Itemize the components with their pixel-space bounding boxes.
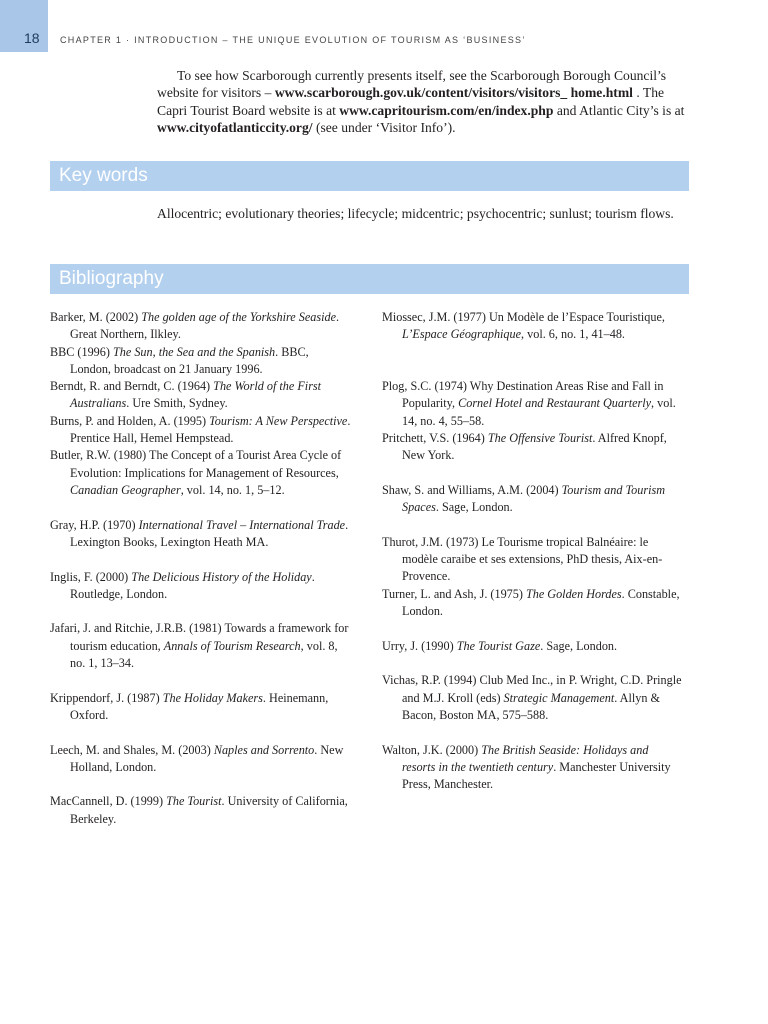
- italic-title: Cornel Hotel and Restaurant Quarterly: [458, 396, 652, 411]
- bibliography-entry: [50, 742, 352, 777]
- italic-title: The Offensive Tourist: [487, 431, 593, 446]
- bibliography-entry: [50, 447, 352, 499]
- bibliography-entry: [382, 534, 684, 586]
- text-run: . Constable, London.: [402, 586, 680, 619]
- italic-title: Strategic Management: [503, 690, 615, 705]
- text-run: . Sage, London.: [435, 500, 513, 515]
- text-run: Gray, H.P. (1970): [50, 517, 139, 532]
- text-run: Plog, S.C. (1974) Why Destination Areas Rise and Fall in Popularity,: [382, 379, 664, 411]
- bibliography-entry: [382, 378, 684, 430]
- italic-title: The Delicious History of the Holiday: [131, 569, 312, 584]
- bibliography-entry: [382, 586, 684, 621]
- text-run: Pritchett, V.S. (1964): [382, 431, 488, 446]
- text-run: , vol. 8, no. 1, 13–34.: [70, 638, 338, 670]
- italic-title: The Golden Hordes: [525, 586, 622, 601]
- bibliography-entry: [50, 378, 352, 413]
- italic-title: The golden age of the Yorkshire Seaside: [141, 310, 336, 324]
- text-run: . The Capri Tourist Board website is at: [157, 85, 665, 118]
- text-run: and Atlantic City’s is at: [553, 102, 685, 118]
- italic-title: International Travel – International Trade: [138, 517, 346, 532]
- text-run: . Alfred Knopf, New York.: [402, 431, 667, 463]
- text-run: , vol. 14, no. 4, 55–58.: [402, 396, 676, 428]
- text-run: (see under ‘Visitor Info’).: [312, 119, 456, 135]
- bibliography-entry: [50, 517, 352, 552]
- text-run: . Heinemann, Oxford.: [70, 690, 329, 722]
- italic-title: The Holiday Makers: [162, 690, 263, 705]
- text-run: Barker, M. (2002): [50, 310, 142, 324]
- italic-title: Tourism: A New Perspective: [209, 413, 348, 428]
- text-run: . Allyn & Bacon, Boston MA, 575–588.: [402, 690, 660, 722]
- text-run: . Ure Smith, Sydney.: [126, 396, 228, 411]
- text-run: , vol. 6, no. 1, 41–48.: [521, 327, 625, 342]
- text-run: . Great Northern, Ilkley.: [70, 310, 340, 342]
- text-run: To see how Scarborough currently presents itself, see the Scarborough Borough Council’s website for visitors –: [157, 68, 667, 101]
- text-run: , vol. 14, no. 1, 5–12.: [180, 482, 285, 497]
- bibliography-entry: [382, 672, 684, 724]
- bibliography-heading: Bibliography: [59, 268, 164, 289]
- key-words-heading-bar: [50, 161, 689, 191]
- bibliography-entry: [50, 793, 352, 828]
- italic-title: The Sun, the Sea and the Spanish: [112, 344, 276, 359]
- text-run: Walton, J.K. (2000): [382, 742, 482, 757]
- text-run: Turner, L. and Ash, J. (1975): [382, 586, 526, 601]
- text-run: Burns, P. and Holden, A. (1995): [50, 413, 210, 428]
- text-run: MacCannell, D. (1999): [50, 794, 167, 809]
- italic-title: Tourism and Tourism Spaces: [402, 483, 666, 515]
- italic-title: The Tourist Gaze: [456, 638, 541, 653]
- page-number: 18: [24, 30, 40, 46]
- bibliography-heading-bar: [50, 264, 689, 294]
- text-run: Shaw, S. and Williams, A.M. (2004): [382, 483, 562, 497]
- text-run: Vichas, R.P. (1994) Club Med Inc., in P. Wright, C.D. Pringle and M.J. Kroll (eds): [382, 673, 682, 705]
- bibliography-entry: [50, 569, 352, 604]
- text-run: Thurot, J.M. (1973) Le Tourisme tropical Balnéaire: le modèle caraibe et ses extensions, PhD thesis, Aix-en-Provence.: [382, 534, 663, 584]
- key-words-text: Allocentric; evolutionary theories; lifecycle; midcentric; psychocentric; sunlust; tourism flows.: [157, 206, 674, 221]
- italic-title: The World of the First Australians: [70, 379, 322, 411]
- bibliography-entry: [50, 690, 352, 725]
- text-run: . Prentice Hall, Hemel Hempstead.: [70, 413, 351, 446]
- intro-paragraph: [157, 67, 689, 136]
- text-run: . Manchester University Press, Manchester.: [402, 759, 671, 792]
- key-words-heading: Key words: [59, 165, 148, 186]
- text-run: Jafari, J. and Ritchie, J.R.B. (1981) Towards a framework for tourism education,: [50, 621, 349, 653]
- italic-title: The British Seaside: Holidays and resorts in the twentieth century: [402, 742, 649, 774]
- text-run: . University of California, Berkeley.: [70, 794, 348, 826]
- bibliography-entry: [382, 309, 684, 344]
- italic-title: Annals of Tourism Research: [163, 638, 301, 653]
- text-run: Leech, M. and Shales, M. (2003): [50, 742, 214, 757]
- italic-title: L’Espace Géographique: [402, 327, 522, 342]
- bold-url: www.capritourism.com/en/index.php: [339, 102, 554, 118]
- bold-url: www.cityofatlanticcity.org/: [157, 119, 313, 135]
- bibliography-entry: [382, 430, 684, 465]
- bibliography-entry: [50, 344, 352, 379]
- bibliography-entry: [50, 413, 352, 448]
- italic-title: Naples and Sorrento: [213, 742, 315, 757]
- text-run: Miossec, J.M. (1977) Un Modèle de l’Espace Touristique,: [382, 310, 665, 324]
- text-run: Butler, R.W. (1980) The Concept of a Tourist Area Cycle of Evolution: Implications for Management of Resources,: [50, 448, 342, 480]
- text-run: . Sage, London.: [540, 638, 618, 653]
- text-run: Krippendorf, J. (1987): [50, 690, 163, 705]
- bibliography-entry: [382, 742, 684, 794]
- bold-url: www.scarborough.gov.uk/content/visitors/visitors_ home.html: [274, 85, 633, 101]
- bibliography-entry: [382, 638, 684, 655]
- running-head: CHAPTER 1 · INTRODUCTION – THE UNIQUE EVOLUTION OF TOURISM AS ‘BUSINESS’: [60, 35, 526, 45]
- text-run: . BBC, London, broadcast on 21 January 1996.: [70, 344, 309, 376]
- text-run: Urry, J. (1990): [382, 638, 457, 653]
- text-run: . Routledge, London.: [70, 569, 315, 601]
- italic-title: Canadian Geographer: [70, 482, 181, 497]
- text-run: Berndt, R. and Berndt, C. (1964): [50, 379, 214, 394]
- bibliography-entry: [382, 482, 684, 517]
- bibliography-entry: [50, 309, 352, 344]
- text-run: Inglis, F. (2000): [50, 569, 132, 584]
- italic-title: The Tourist: [166, 794, 222, 809]
- text-run: BBC (1996): [50, 344, 113, 359]
- bibliography-entry: [50, 620, 352, 672]
- text-run: . New Holland, London.: [70, 742, 344, 774]
- text-run: . Lexington Books, Lexington Heath MA.: [70, 517, 349, 549]
